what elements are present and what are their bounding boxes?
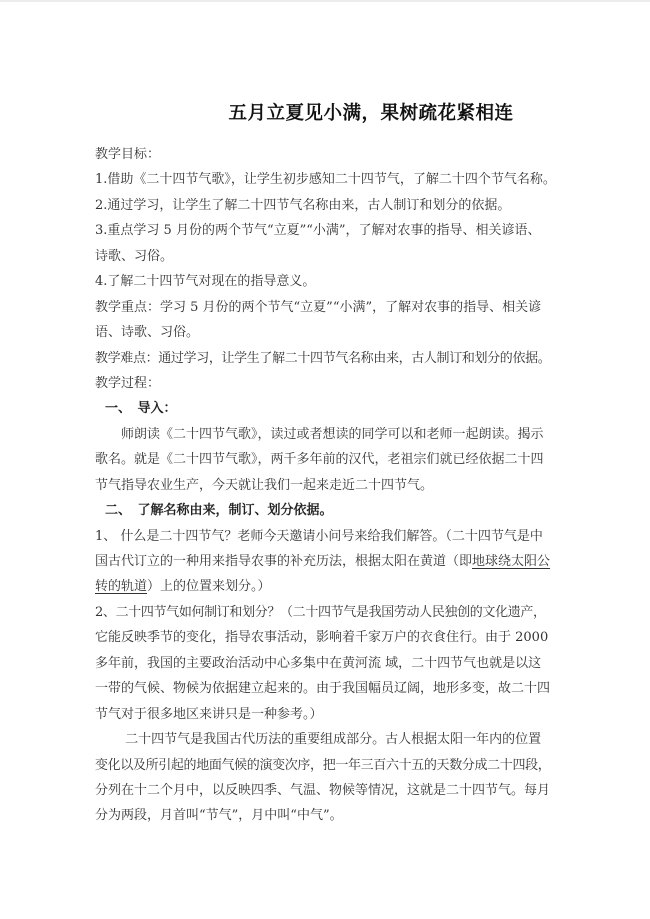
text-line: [95, 295, 557, 320]
underlined-text: 地球绕太阳公: [472, 554, 551, 569]
document-title: 五月立夏见小满，果树疏花紧相连: [228, 103, 514, 124]
text-segment: 4.了解二十四节气对现在的指导意义。: [95, 274, 316, 290]
text-segment: 它能反映季节的变化，指导农事活动，影响着千家万户的衣食住行。由于 2000: [95, 630, 549, 646]
text-segment: 节气对于很多地区来讲只是一种参考。）: [95, 706, 323, 722]
text-line: [95, 651, 557, 676]
text-segment: 2、二十四节气如何制订和划分？（二十四节气是我国劳动人民独创的文化遗产，: [95, 604, 546, 620]
text-segment: 语、诗歌、习俗。: [95, 325, 200, 341]
text-segment: 2.通过学习，让学生了解二十四节气名称由来，古人制订和划分的依据。: [95, 197, 511, 213]
text-line: [95, 244, 557, 269]
text-line: [95, 625, 557, 650]
text-line: [95, 702, 557, 727]
text-segment: 教学重点：学习 5 月份的两个节气“立夏”“小满”，了解对农事的指导、相关谚: [95, 299, 542, 315]
text-segment: ）上的位置来划分。）: [147, 579, 271, 595]
text-line: [95, 676, 557, 701]
text-line: [95, 396, 557, 421]
text-line: [95, 320, 557, 345]
text-segment: 1.借助《二十四节气歌》，让学生初步感知二十四节气，了解二十四个节气名称。: [95, 172, 556, 188]
text-segment: 分列在十二个月中，以反映四季、气温、物候等情况，这就是二十四节气。每月: [95, 782, 551, 798]
text-line: [95, 727, 557, 752]
text-segment: 教学难点：通过学习，让学生了解二十四节气名称由来，古人制订和划分的依据。: [95, 350, 551, 366]
text-line: [95, 600, 557, 625]
text-segment: 二十四节气是我国古代历法的重要组成部分。古人根据太阳一年内的位置: [95, 732, 542, 748]
text-segment: 节气指导农业生产，今天就让我们一起来走近二十四节气。: [95, 477, 434, 493]
text-segment: 多年前，我国的主要政治活动中心多集中在黄河流 域，二十四节气也就是以这: [95, 655, 542, 671]
text-line: [95, 422, 557, 447]
text-segment: 3.重点学习 5 月份的两个节气“立夏”“小满”，了解对农事的指导、相关谚语、: [95, 223, 541, 239]
text-line: [95, 498, 557, 523]
text-line: [95, 753, 557, 778]
text-line: [95, 778, 557, 803]
text-line: [95, 193, 557, 218]
text-segment: 教学过程：: [95, 375, 161, 391]
text-line: [95, 218, 557, 243]
text-segment: 1、 什么是二十四节气？老师今天邀请小问号来给我们解答。（二十四节气是中: [95, 528, 543, 544]
text-segment: 一带的气候、物候为依据建立起来的。由于我国幅员辽阔，地形多变，故二十四: [95, 681, 551, 697]
text-line: [95, 371, 557, 396]
document-body: [95, 142, 557, 829]
underlined-text: 转的轨道: [95, 579, 148, 595]
page-top-border: [0, 0, 650, 2]
text-segment: 师朗读《二十四节气歌》，读过或者想读的同学可以和老师一起朗读。揭示: [95, 426, 544, 442]
text-segment: 诗歌、习俗。: [95, 248, 174, 264]
text-line: [95, 803, 557, 828]
text-line: [95, 574, 557, 599]
text-segment: 国古代订立的一种用来指导农事的补充历法，根据太阳在黄道（即: [95, 554, 473, 569]
text-line: [95, 524, 557, 549]
text-segment: 变化以及所引起的地面气候的演变次序，把一年三百六十五的天数分成二十四段，: [95, 757, 551, 773]
text-segment: 歌名。就是《二十四节气歌》，两千多年前的汉代，老祖宗们就已经依据二十四: [95, 452, 544, 468]
text-segment: 教学目标：: [95, 147, 161, 162]
text-line: [95, 269, 557, 294]
text-segment: 分为两段，月首叫“节气”，月中叫“中气”。: [95, 808, 343, 824]
text-line: [95, 473, 557, 498]
text-line: [95, 447, 557, 472]
text-segment: 二、 了解名称由来，制订、划分依据。: [105, 503, 333, 519]
text-line: [95, 167, 557, 192]
text-line: [95, 142, 557, 167]
text-line: [95, 549, 557, 574]
text-segment: 一、 导入：: [105, 401, 177, 417]
text-line: [95, 346, 557, 371]
